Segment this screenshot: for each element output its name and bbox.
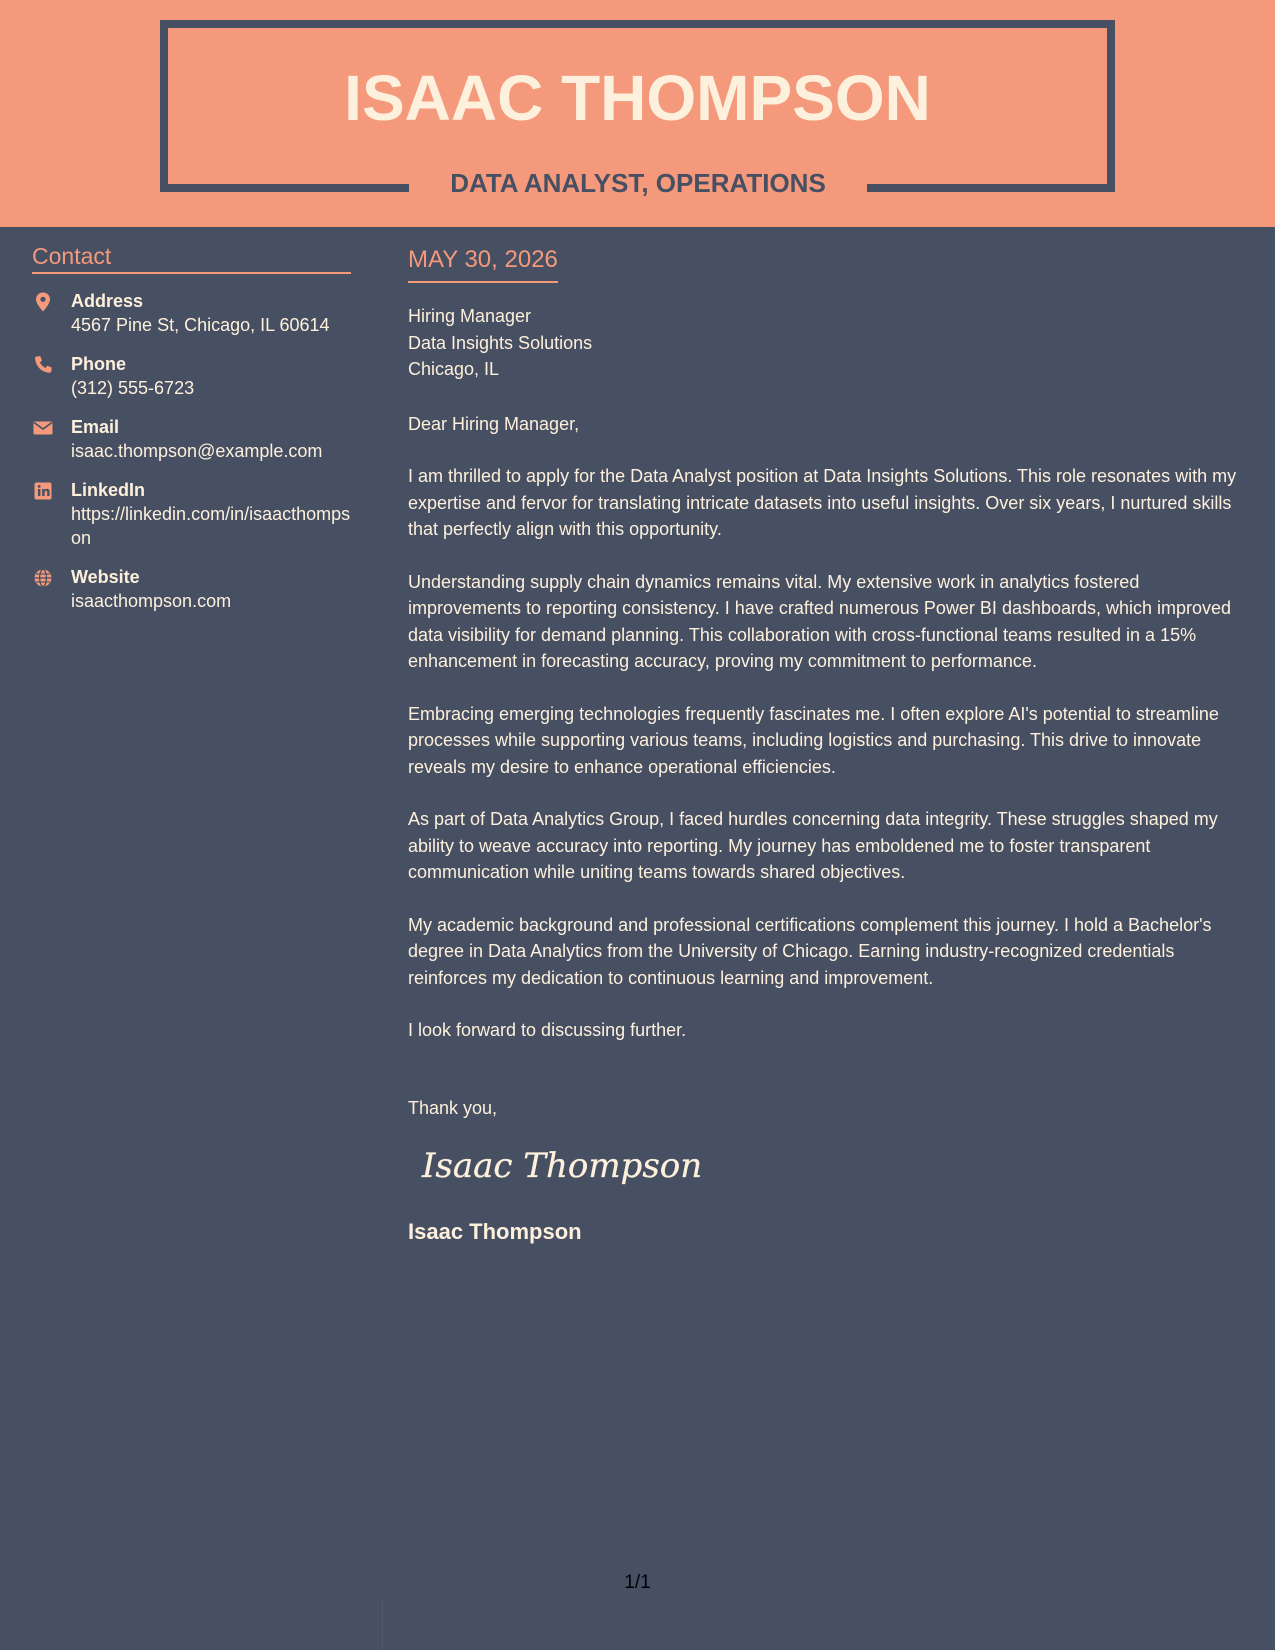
body-paragraph: My academic background and professional certifications complement this journey. I hold a Bachelor's degree in Data Analytics from the University of Chicago. Earning industry-recognized credentials reinforces my dedication to continuous learning and improvement. xyxy=(408,914,1212,988)
contact-item-linkedin xyxy=(32,478,352,550)
body-paragraph: I am thrilled to apply for the Data Analyst position at Data Insights Solutions. This role resonates with my expertise and fervor for translating intricate datasets into useful insights. Over six years, I nurtured skills that perfectly align with this opportunity. xyxy=(408,466,1237,539)
body-paragraph: As part of Data Analytics Group, I faced hurdles concerning data integrity. These struggles shaped my ability to weave accuracy into reporting. My journey has emboldened me to foster transparent communication while uniting teams towards shared objectives. xyxy=(408,809,1218,882)
body-paragraph: I look forward to discussing further. xyxy=(408,1020,687,1040)
contact-value: (312) 555-6723 xyxy=(71,378,195,398)
signer-name: Isaac Thompson xyxy=(408,1219,582,1244)
contact-value[interactable]: isaacthompson.com xyxy=(71,591,232,611)
contact-item-phone xyxy=(32,352,352,400)
contact-item-address xyxy=(32,289,352,337)
recipient-line: Hiring Manager xyxy=(408,306,532,326)
phone-icon xyxy=(32,354,54,376)
contact-value[interactable]: isaac.thompson@example.com xyxy=(71,441,323,461)
contact-label: Website xyxy=(71,567,140,587)
recipient-line: Data Insights Solutions xyxy=(408,332,593,353)
contact-label: Address xyxy=(71,291,144,311)
page-number: 1/1 xyxy=(624,1572,651,1593)
contact-item-email xyxy=(32,415,352,463)
globe-icon xyxy=(32,567,54,589)
letter-body xyxy=(408,244,1250,1247)
contact-label: Email xyxy=(71,417,120,437)
handwritten-signature xyxy=(420,1137,703,1193)
closing: Thank you, xyxy=(408,1097,498,1118)
svg-text:Isaac Thompson: Isaac Thompson xyxy=(422,1146,703,1186)
body-paragraph: Understanding supply chain dynamics remains vital. My extensive work in analytics fostered improvements to reporting consistency. I have crafted numerous Power BI dashboards, which improved data visibility for demand planning. This collaboration with cross-functional teams resulted in a 15% enhancement in forecasting accuracy, proving my commitment to performance. xyxy=(408,571,1232,671)
contact-label: LinkedIn xyxy=(71,480,146,500)
body-paragraph: Embracing emerging technologies frequently fascinates me. I often explore AI's potential to streamline processes while supporting various teams, including logistics and purchasing. This drive to innovate reveals my desire to enhance operational efficiencies. xyxy=(408,703,1219,777)
linkedin-icon xyxy=(32,480,54,502)
letter-date: MAY 30, 2026 xyxy=(408,244,558,283)
map-pin-icon xyxy=(32,291,54,313)
contact-value[interactable]: https://linkedin.com/in/isaacthompson xyxy=(71,504,351,548)
contact-label: Phone xyxy=(71,354,127,374)
applicant-role: DATA ANALYST, OPERATIONS xyxy=(450,168,826,198)
applicant-name: ISAAC THOMPSON xyxy=(344,62,931,134)
contact-sidebar xyxy=(32,240,352,613)
contact-item-website xyxy=(32,565,352,613)
contact-heading: Contact xyxy=(32,240,351,274)
envelope-icon xyxy=(32,417,54,439)
recipient-block xyxy=(408,303,1250,383)
salutation: Dear Hiring Manager, xyxy=(408,413,580,434)
letter-header xyxy=(0,0,1275,227)
contact-value: 4567 Pine St, Chicago, IL 60614 xyxy=(71,315,330,335)
recipient-line: Chicago, IL xyxy=(408,359,500,379)
divider xyxy=(382,1598,383,1650)
